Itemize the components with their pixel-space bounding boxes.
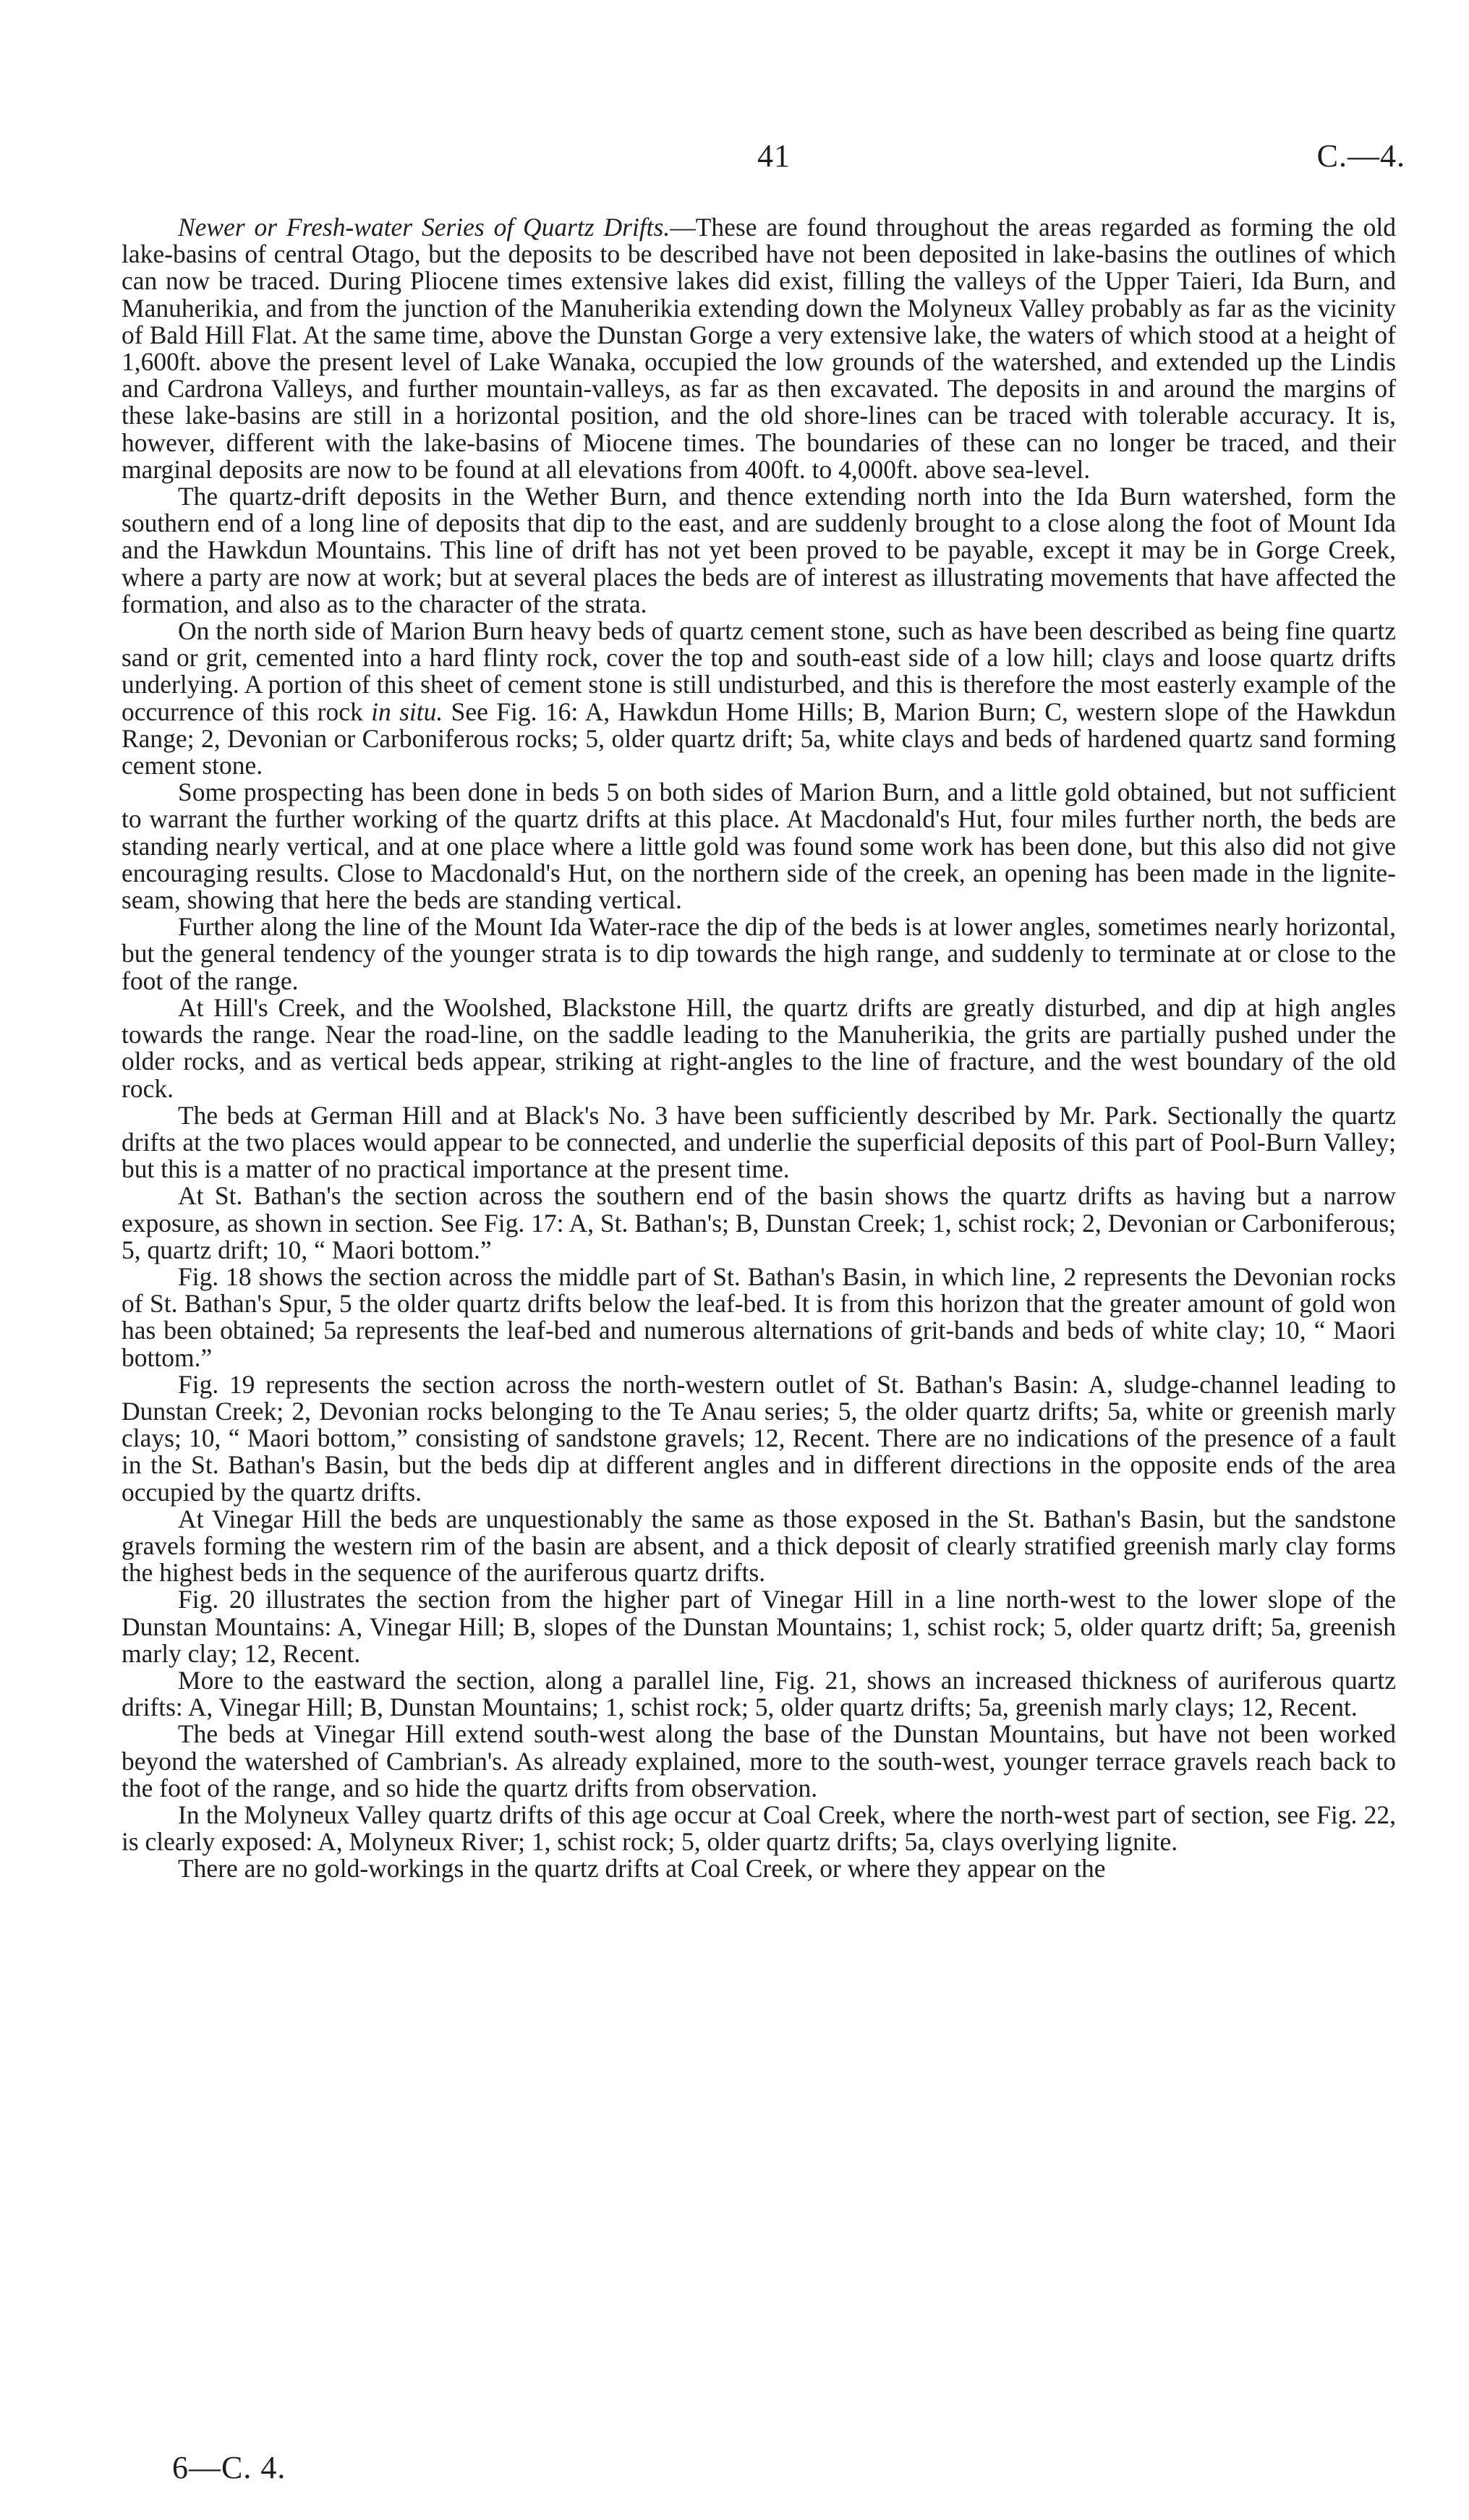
document-reference: C.—4. xyxy=(1316,138,1405,174)
paragraph: At St. Bathan's the section across the southern end of the basin shows the quartz drifts as having but a narrow exposure, as shown in section. See Fig. 17: A, St. Bathan's; B, Dunstan Creek; 1, schist rock; 2, Devonian or Carboniferous; 5, quartz drift; 10, “ Maori bottom.” xyxy=(122,1181,1396,1264)
paragraph: The beds at Vinegar Hill extend south-west along the base of the Dunstan Mountains, but have not been worked beyond the watershed of Cambrian's. As already explained, more to the south-west, younger terrace gravels reach back to the foot of the range, and so hide the quartz drifts from observation. xyxy=(122,1719,1396,1802)
body-text xyxy=(122,214,1396,1883)
paragraph: At Hill's Creek, and the Woolshed, Blackstone Hill, the quartz drifts are greatly disturbed, and dip at high angles towards the range. Near the road-line, on the saddle leading to the Manuherikia, the grits are partially pushed under the older rocks, and as vertical beds appear, striking at right-angles to the line of fracture, and the west boundary of the old rock. xyxy=(122,992,1396,1103)
paragraph xyxy=(122,214,1396,483)
paragraph: Some prospecting has been done in beds 5 on both sides of Marion Burn, and a little gold obtained, but not sufficient to warrant the further working of the quartz drifts at this place. At Macdonald's Hut, four miles further north, the beds are standing nearly vertical, and at one place where a little gold was found some work has been done, but this also did not give encouraging results. Close to Macdonald's Hut, on the northern side of the creek, an opening has been made in the lignite-seam, showing that here the beds are standing vertical. xyxy=(122,778,1396,915)
printer-signature: 6—C. 4. xyxy=(172,2450,286,2485)
paragraph: There are no gold-workings in the quartz drifts at Coal Creek, or where they appear on the xyxy=(178,1854,1106,1883)
paragraph: Fig. 19 represents the section across the north-western outlet of St. Bathan's Basin: A, sludge-channel leading to Dunstan Creek; 2, Devonian rocks belonging to the Te Anau series; 5, the older quartz drifts; 5a, white or greenish marly clays; 10, “ Maori bottom,” consisting of sandstone gravels; 12, Recent. There are no indications of the presence of a fault in the St. Bathan's Basin, but the beds dip at different angles and in different directions in the opposite ends of the area occupied by the quartz drifts. xyxy=(122,1369,1396,1507)
paragraph: The quartz-drift deposits in the Wether Burn, and thence extending north into the Ida Burn watershed, form the southern end of a long line of deposits that dip to the east, and are suddenly brought to a close along the foot of Mount Ida and the Hawkdun Mountains. This line of drift has not yet been proved to be payable, except it may be in Gorge Creek, where a party are now at work; but at several places the beds are of interest as illustrating movements that have affected the formation, and also as to the character of the strata. xyxy=(122,482,1396,618)
paragraph: Fig. 20 illustrates the section from the higher part of Vinegar Hill in a line north-west to the lower slope of the Dunstan Mountains: A, Vinegar Hill; B, slopes of the Dunstan Mountains; 1, schist rock; 5, older quartz drift; 5a, greenish marly clay; 12, Recent. xyxy=(122,1585,1396,1668)
paragraph: Fig. 18 shows the section across the middle part of St. Bathan's Basin, in which line, 2 represents the Devonian rocks of St. Bathan's Spur, 5 the older quartz drifts below the leaf-bed. It is from this horizon that the greater amount of gold won has been obtained; 5a represents the leaf-bed and numerous alternations of grit-bands and beds of white clay; 10, “ Maori bottom.” xyxy=(122,1261,1396,1372)
paragraph: Further along the line of the Mount Ida Water-race the dip of the beds is at lower angles, sometimes nearly horizontal, but the general tendency of the younger strata is to dip towards the high range, and suddenly to terminate at or close to the foot of the range. xyxy=(122,912,1396,995)
italic-term: in situ. xyxy=(371,697,443,726)
heading-dash: — xyxy=(670,213,696,242)
paragraph: The beds at German Hill and at Black's No. 3 have been sufficiently described by Mr. Park. Sectionally the quartz drifts at the two places would appear to be connected, and underlie the superficial deposits of this part of Pool-Burn Valley; but this is a matter of no practical importance at the present time. xyxy=(122,1100,1396,1184)
paragraph: More to the eastward the section, along a parallel line, Fig. 21, shows an increased thickness of auriferous quartz drifts: A, Vinegar Hill; B, Dunstan Mountains; 1, schist rock; 5, older quartz drifts; 5a, greenish marly clays; 12, Recent. xyxy=(122,1665,1396,1722)
paragraph-text: See Fig. 16: A, Hawkdun Home Hills; B, Marion Burn; C, western slope of the Hawkdun Range; 2, Devonian or Carboniferous rocks; 5, older quartz drift; 5a, white clays and beds of hardened quartz sand forming cement stone. xyxy=(122,697,1396,780)
paragraph: In the Molyneux Valley quartz drifts of this age occur at Coal Creek, where the north-west part of section, see Fig. 22, is clearly exposed: A, Molyneux River; 1, schist rock; 5, older quartz drifts; 5a, clays overlying lignite. xyxy=(122,1800,1396,1857)
page-number: 41 xyxy=(757,138,791,174)
paragraph-text: These are found throughout the areas regarded as forming the old lake-basins of central Otago, but the deposits to be described have not been deposited in lake-basins the outlines of which can now be traced. During Pliocene times extensive lakes did exist, filling the valleys of the Upper Taieri, Ida Burn, and Manuherikia, and from the junction of the Manuherikia extending down the Molyneux Valley probably as far as the vicinity of Bald Hill Flat. At the same time, above the Dunstan Gorge a very extensive lake, the waters of which stood at a height of 1,600ft. above the present level of Lake Wanaka, occupied the low grounds of the watershed, and extended up the Lindis and Cardrona Valleys, and further mountain-valleys, as far as then excavated. The deposits in and around the margins of these lake-basins are still in a horizontal position, and the old shore-lines can be traced with tolerable accuracy. It is, however, different with the lake-basins of Miocene times. The boundaries of these can no longer be traced, and their marginal deposits are now to be found at all elevations from 400ft. to 4,000ft. above sea-level. xyxy=(122,213,1396,484)
paragraph-text: On the north side of Marion Burn heavy beds of quartz cement stone, such as have been described as being fine quartz sand or grit, cemented into a hard flinty rock, cover the top and south-east side of a low hill; clays and loose quartz drifts underlying. A portion of this sheet of cement stone is still undisturbed, and this is therefore the most easterly example of the occurrence of this rock xyxy=(122,616,1396,726)
paragraph xyxy=(122,618,1396,779)
paragraph: At Vinegar Hill the beds are unquestionably the same as those exposed in the St. Bathan's Basin, but the sandstone gravels forming the western rim of the basin are absent, and a thick deposit of clearly stratified greenish marly clay forms the highest beds in the sequence of the auriferous quartz drifts. xyxy=(122,1504,1396,1588)
section-heading: Newer or Fresh-water Series of Quartz Drifts. xyxy=(178,213,670,242)
